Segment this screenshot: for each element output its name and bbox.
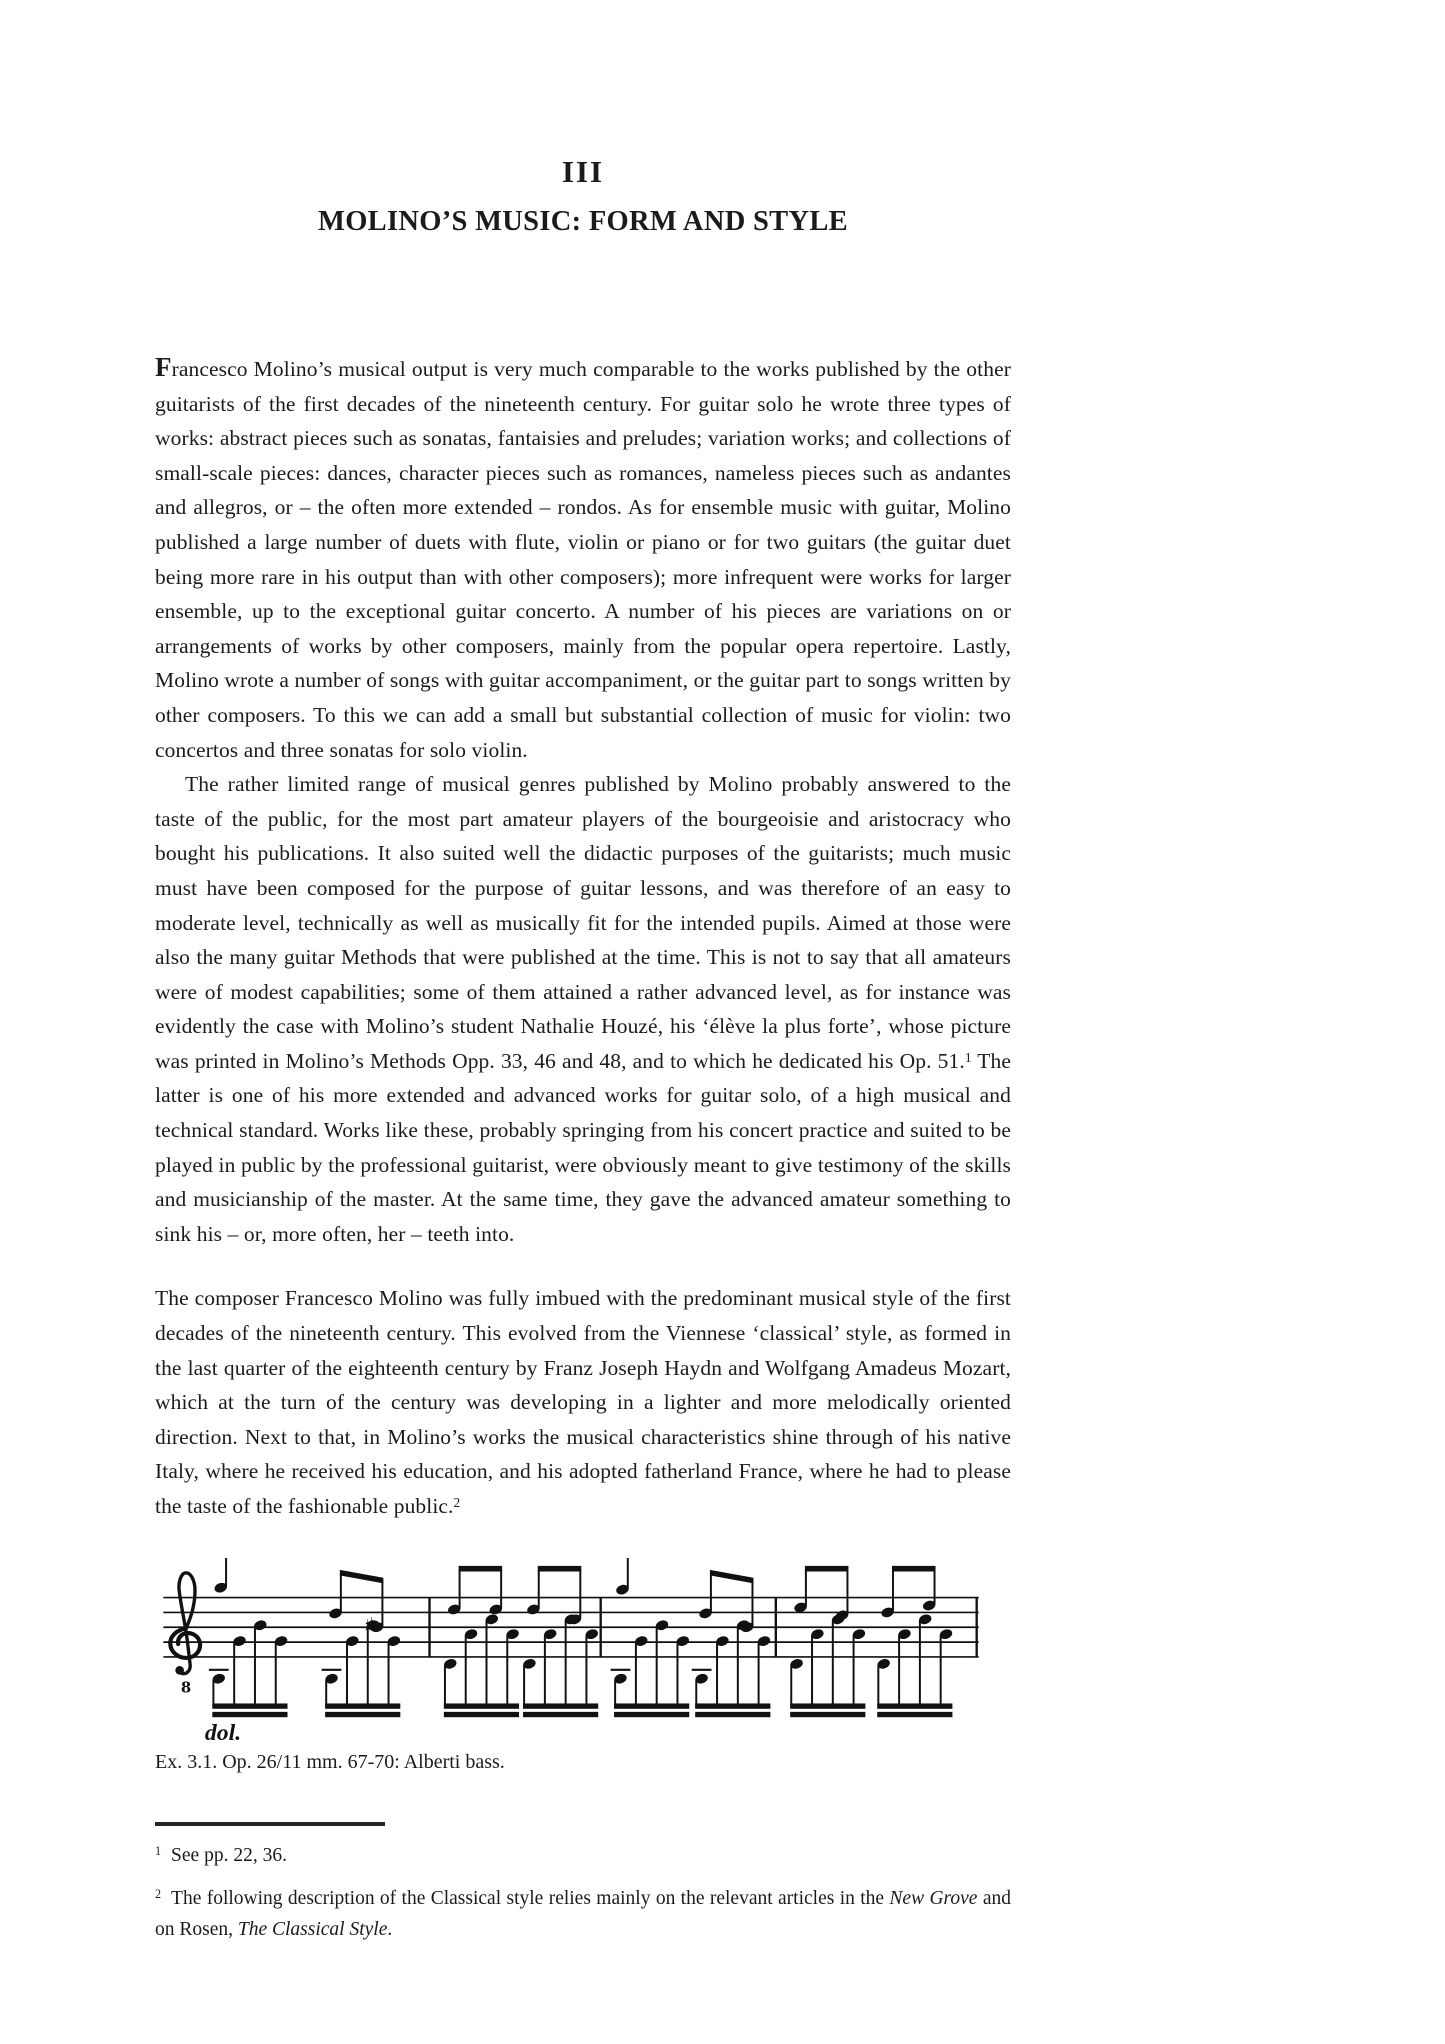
footnote-1-marker: 1 — [155, 1844, 162, 1859]
paragraph-1 — [155, 350, 1011, 767]
note-group — [692, 1569, 772, 1716]
svg-text:8: 8 — [180, 1679, 192, 1697]
paragraph-2: The rather limited range of musical genres published by Molino probably answered to the taste of the public, for the most part amateur players of the bourgeoisie and aristocracy who bought his publications. It also suited well the didactic purposes of the guitarists; much music must have been composed for the purpose of guitar lessons, and was therefore of an easy to moderate level, technically as well as musically fit for the intended pupils. Aimed at those were also the many guitar Methods that were published at the time. This is not to say that all amateurs were of modest capabilities; some of them attained a rather advanced level, as for instance was evidently the case with Molino’s student Nathalie Houzé, his ‘élève la plus forte’, whose picture was printed in Molino’s Methods Opp. 33, 46 and 48, and to which he dedicated his Op. 51.$^1$ The latter is one of his more extended and advanced works for guitar solo, of a high musical and technical standard. Works like these, probably springing from his concert practice and suited to be played in public by the professional guitarist, were obviously meant to give testimony of the skills and musicianship of the master. At the same time, they gave the advanced amateur something to sink his – or, more often, her – teeth into. — [155, 772, 1011, 1246]
note-group — [209, 1558, 289, 1717]
note-group — [322, 1569, 402, 1716]
chapter-number: III — [561, 154, 605, 189]
footnote-2-marker: 2 — [155, 1887, 162, 1902]
lead-capital: F — [155, 352, 172, 382]
dynamic-marking-dol: dol. — [204, 1719, 242, 1746]
footnotes-section — [155, 1822, 1011, 1945]
paragraph-3: The composer Francesco Molino was fully imbued with the predominant musical style of the first decades of the nineteenth century. This evolved from the Viennese ‘classical’ style, as formed in the last quarter of the eighteenth century by Franz Joseph Haydn and Wolfgang Amadeus Mozart, which at the turn of the century was developing in a lighter and more melodically oriented direction. Next to that, in Molino’s works the musical characteristics shine through of his native Italy, where he received his education, and his adopted fatherland France, where he had to please the taste of the fashionable public.$^2$ — [155, 1286, 1011, 1518]
footnote-1-text: See pp. 22, 36. — [171, 1844, 287, 1866]
music-example-caption: Ex. 3.1. Op. 26/11 mm. 67-70: Alberti bass. — [155, 1750, 505, 1773]
footnote-1 — [155, 1840, 1011, 1871]
sharp-accidental-icon: ♯ — [364, 1613, 375, 1639]
treble-clef-icon — [170, 1572, 200, 1696]
page-title: MOLINO’S MUSIC: FORM AND STYLE — [318, 206, 848, 237]
body-text — [155, 350, 1011, 1945]
note-group — [611, 1558, 691, 1717]
footnote-2 — [155, 1883, 1011, 1945]
music-notation-svg — [155, 1558, 987, 1746]
paragraph-1-text: rancesco Molino’s musical output is very much comparable to the works published by the other guitarists of the first decades of the nineteenth century. For guitar solo he wrote three types of works: abstract pieces such as sonatas, fantaisies and preludes; variation works; and collections of small-scale pieces: dances, character pieces such as romances, nameless pieces such as andantes and allegros, or – the often more extended – rondos. As for ensemble music with guitar, Molino published a large number of duets with flute, violin or piano or for two guitars (the guitar duet being more rare in his output than with other composers); more infrequent were works for larger ensemble, up to the exceptional guitar concerto. A number of his pieces are variations on or arrangements of works by other composers, mainly from the popular opera repertoire. Lastly, Molino wrote a number of songs with guitar accompaniment, or the guitar part to songs written by other composers. To this we can add a small but substantial collection of music for violin: two concertos and three sonatas for solo violin. — [155, 357, 1011, 762]
footnote-2-text: The following description of the Classical style relies mainly on the relevant articles in the New Grove and on Rosen, The Classical Style. — [155, 1887, 1011, 1940]
music-example — [155, 1558, 1011, 1776]
footnote-separator — [155, 1822, 385, 1826]
text-column — [155, 0, 1011, 1945]
staff-lines — [163, 1597, 978, 1656]
